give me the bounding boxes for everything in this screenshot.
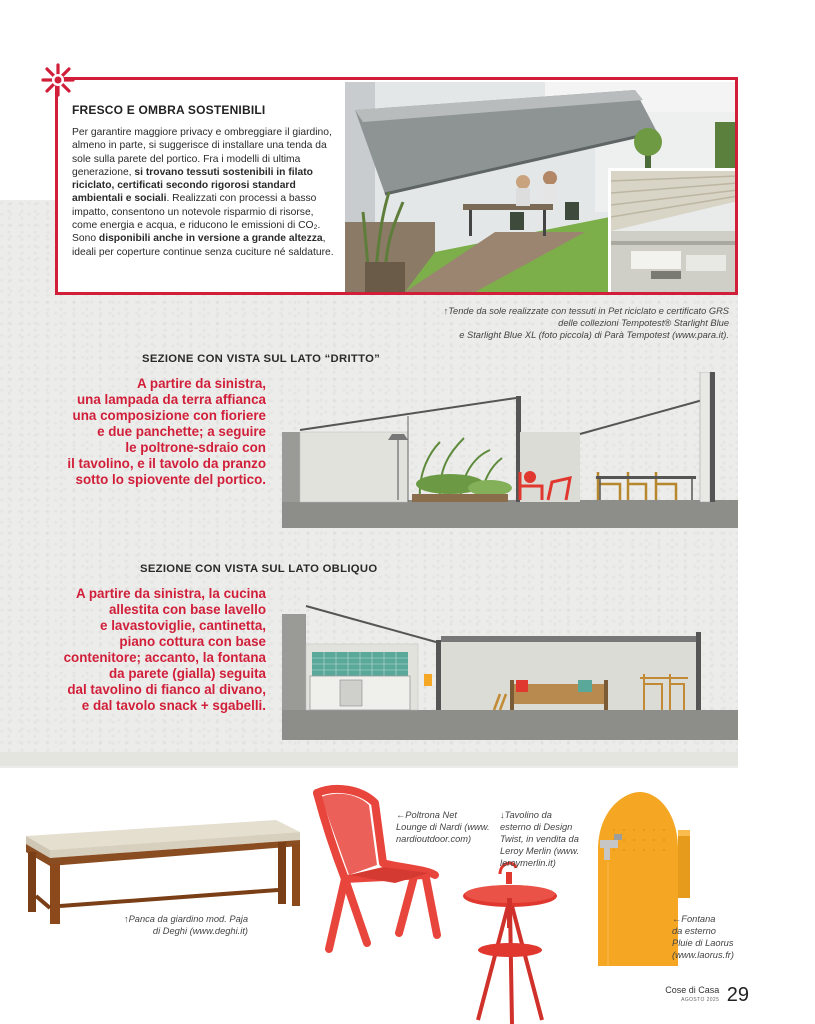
description-line: una composizione con fioriere (72, 408, 266, 423)
side-table-image (460, 858, 560, 1024)
body-text: Per garantire maggiore privacy e ombreggiare il giardino, almeno in parte, si suggerisce di installare una tenda da sole sulla parete del portico. Fra i modelli di ultima generazione, (72, 127, 332, 178)
awning-photo-small (608, 168, 735, 292)
description-line: e due panchette; a seguire (97, 424, 266, 439)
description-line: sotto lo spiovente del portico. (75, 472, 266, 487)
caption-line: Lounge di Nardi (www. (396, 822, 490, 832)
caption-line: di Deghi (www.deghi.it) (152, 926, 248, 936)
awning-caption (400, 305, 729, 341)
paper-strip (0, 752, 738, 766)
description-line: allestita con base lavello (108, 602, 266, 617)
description-line: il tavolino, e il tavolo da pranzo (67, 456, 266, 471)
caption-line: ←Poltrona Net (396, 810, 457, 820)
page-number: 29 (726, 984, 749, 1006)
section2-title: SEZIONE CON VISTA SUL LATO OBLIQUO (140, 563, 378, 575)
box-body-text (72, 126, 337, 259)
section1-title: SEZIONE CON VISTA SUL LATO “DRITTO” (142, 353, 381, 365)
caption-line: ↓Tavolino da (500, 810, 552, 820)
caption-line: delle collezioni Tempotest® Starlight Blue (558, 318, 729, 328)
chair-caption (396, 809, 506, 845)
brand-name: Cose di Casa (665, 985, 720, 995)
section-straight-drawing (280, 372, 740, 530)
fountain-caption (672, 913, 752, 961)
description-line: dal tavolino di fianco al divano, (67, 682, 266, 697)
magazine-brand (665, 985, 719, 1005)
garden-bench-image (20, 816, 304, 926)
section2-description (40, 586, 266, 714)
highlight-text: disponibili anche in versione a grande altezza (98, 233, 323, 245)
box-title: FRESCO E OMBRA SOSTENIBILI (72, 103, 266, 117)
description-line: A partire da sinistra, la cucina (75, 586, 266, 601)
table-caption (500, 809, 590, 869)
caption-line: Twist, in vendita da (500, 834, 579, 844)
description-line: contenitore; accanto, la fontana (63, 650, 266, 665)
description-line: da parete (gialla) seguita (108, 666, 266, 681)
description-line: piano cottura con base (119, 634, 266, 649)
page-footer (665, 985, 749, 1005)
caption-line: Leroy Merlin (www. (500, 846, 580, 856)
caption-line: nardioutdoor.com) (396, 834, 472, 844)
bench-caption (90, 913, 248, 937)
caption-line: ↑Tende da sole realizzate con tessuti in Pet riciclato e certificato GRS (443, 306, 729, 316)
caption-line: esterno di Design (500, 822, 573, 832)
highlight-text: si trovano tessuti sostenibili in filato riciclato, certificati secondo rigorosi standard ambientali e sociali (72, 166, 313, 205)
description-line: le poltrone-sdraio con (125, 440, 266, 455)
caption-line: ↑Panca da giardino mod. Paja (123, 914, 248, 924)
section-oblique-drawing (280, 584, 740, 742)
description-line: e dal tavolo snack + sgabelli. (81, 698, 266, 713)
caption-line: leroymerlin.it) (500, 858, 556, 868)
description-line: A partire da sinistra, (137, 376, 266, 391)
body-text: . Realizzati con processi a basso impatto, consentono un notevole risparmio di risorse, come energia e acqua, e riducono le emissioni di CO₂. Sono (72, 193, 321, 245)
caption-line: e Starlight Blue XL (foto piccola) di Parà Tempotest (www.para.it). (459, 330, 729, 340)
issue-date: AGOSTO 2025 (681, 997, 720, 1003)
body-text: , ideali per coperture continue senza cuciture né saldature. (72, 233, 334, 258)
caption-line: (www.laorus.fr) (672, 950, 734, 960)
asterisk-icon (40, 62, 76, 98)
description-line: una lampada da terra affianca (76, 392, 266, 407)
caption-line: da esterno (672, 926, 716, 936)
description-line: e lavastoviglie, cantinetta, (100, 618, 266, 633)
caption-line: Pluie di Laorus (672, 938, 734, 948)
section1-description (40, 376, 266, 488)
caption-line: ←Fontana (672, 914, 716, 924)
